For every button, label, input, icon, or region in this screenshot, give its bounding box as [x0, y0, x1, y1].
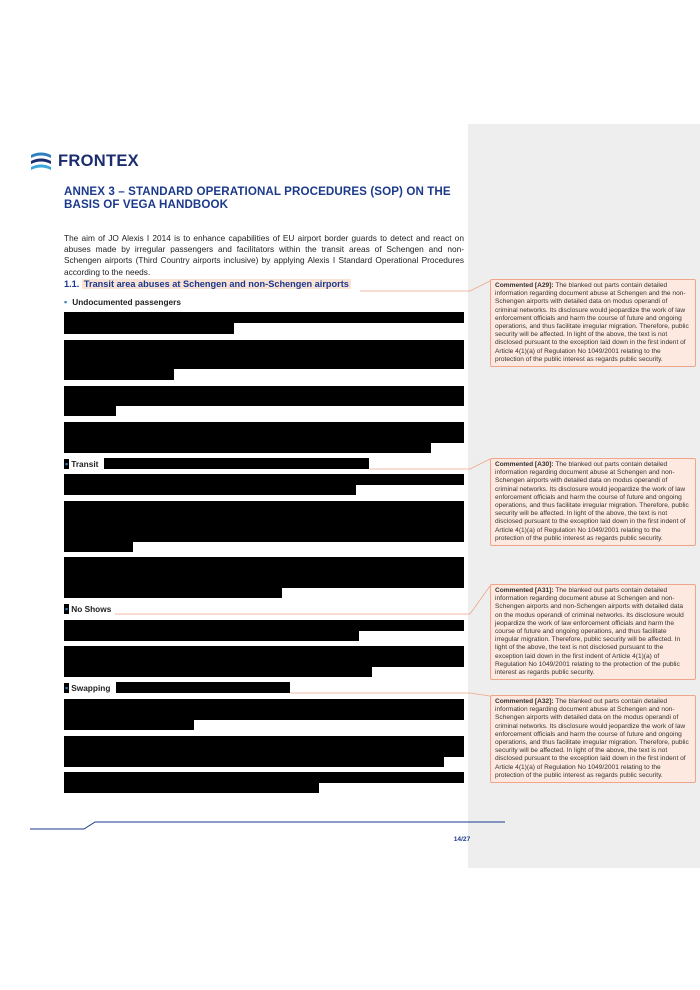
- annex-title: ANNEX 3 – STANDARD OPERATIONAL PROCEDURES (SOP) ON THE BASIS OF VEGA HANDBOOK: [64, 185, 451, 211]
- bullet-label: No Shows: [71, 604, 112, 614]
- comment-label: Commented [A29]:: [495, 282, 554, 289]
- comment-label: Commented [A30]:: [495, 461, 554, 468]
- comment-label: Commented [A31]:: [495, 587, 554, 594]
- comment-text: The blanked out parts contain detailed information regarding document abuse at Schengen and non-Schengen airports with detailed data on the modus operandi of criminal networks. Its disclosure would jeopardize the work of law enforcement officials and harm the course of future and ongoing operations, and thus facilitate irregular migration. Therefore, public security will be affected. In light of the above, the text is not disclosed pursuant to the exception laid down in the first indent of Article 4(1)(a) of Regulation No 1049/2001 relating to the protection of the public interest as regards public security.: [495, 698, 689, 779]
- bullet-label: Swapping: [71, 683, 111, 693]
- intro-paragraph: The aim of JO Alexis I 2014 is to enhance capabilities of EU airport border guards to detect and react on abuses made by irregular passengers and facilitators within the transit areas of Schengen and non-Schengen airports (Third Country airports inclusive) by applying Alexis I Standard Operational Procedures according to the needs.: [64, 233, 464, 277]
- comment-label: Commented [A32]:: [495, 698, 554, 705]
- section-title: Transit area abuses at Schengen and non-Schengen airports: [83, 279, 349, 289]
- comment-text: The blanked out parts contain detailed information regarding document abuse at Schengen and the non-Schengen airports with detailed data on modus operandi of criminal networks. Its disclosure would jeopardize the work of law enforcement officials and harm the course of future and ongoing operations, and thus facilitate irregular migration. Therefore, public security will be affected. In light of the above, the text is not disclosed pursuant to the exception laid down in the first indent of Article 4(1)(a) of Regulation No 1049/2001 relating to the protection of the public interest as regards public security.: [495, 282, 689, 363]
- bullet-icon: ▪: [64, 297, 68, 307]
- bullet-icon: ▪: [65, 604, 69, 614]
- bullet-icon: ▪: [65, 683, 69, 693]
- brand-name: FRONTEX: [58, 151, 139, 170]
- bullet-icon: ▪: [65, 459, 69, 469]
- bullet-label: Transit: [71, 459, 99, 469]
- page-number: 14/27: [453, 836, 471, 843]
- comment-text: The blanked out parts contain detailed information regarding document abuse at Schengen and non-Schengen airports and non-Schengen airports with detailed data on the modus operandi of criminal networks. Its disclosure would jeopardize the work of law enforcement officials and harm the course of future and ongoing operations, and thus facilitate irregular migration. Therefore, public security will be affected. In light of the above, the text is not disclosed pursuant to the exception laid down in the first indent of Article 4(1)(a) of Regulation No 1049/2001 relating to the protection of the public interest as regards public security.: [495, 587, 684, 677]
- section-number: 1.1.: [64, 279, 80, 289]
- bullet-label: Undocumented passengers: [72, 297, 182, 307]
- comment-text: The blanked out parts contain detailed information regarding document abuse at Schengen and non-Schengen airports with detailed data on modus operandi of criminal networks. Its disclosure would jeopardize the work of law enforcement officials and harm the course of future and ongoing operations, and thus facilitate irregular migration. Therefore, public security will be affected. In light of the above, the text is not disclosed pursuant to the exception laid down in the first indent of Article 4(1)(a) of Regulation No 1049/2001 relating to the protection of the public interest as regards public security.: [495, 461, 689, 542]
